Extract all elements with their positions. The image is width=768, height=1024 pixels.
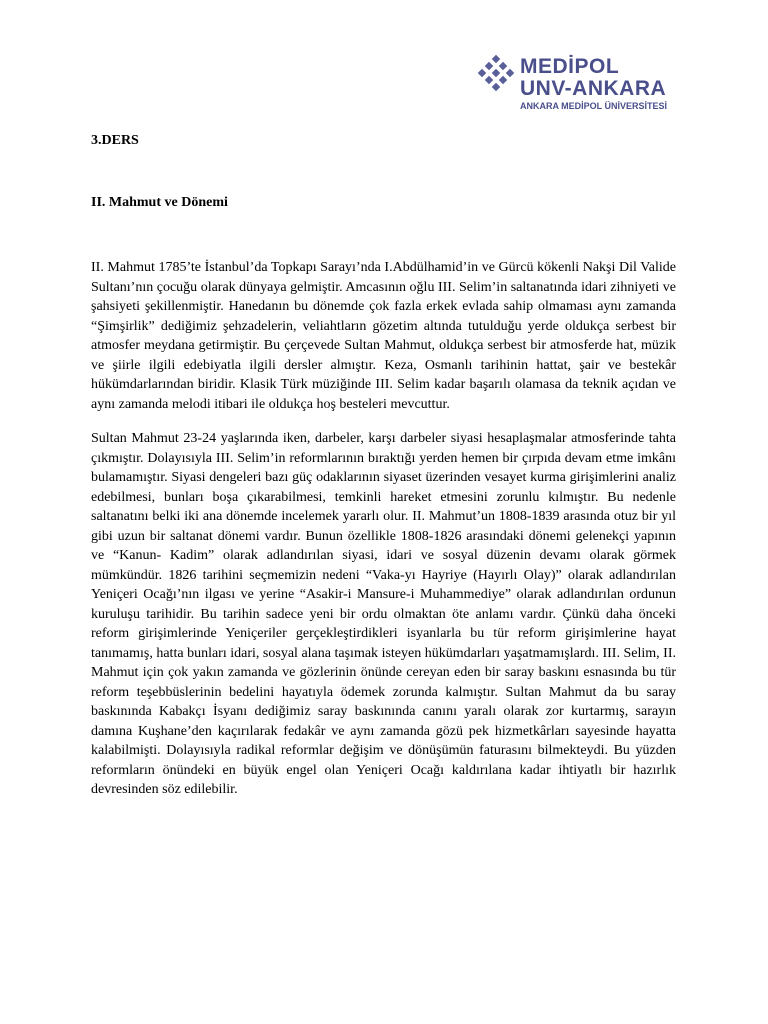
document-body <box>91 258 676 815</box>
body-paragraph: II. Mahmut 1785’te İstanbul’da Topkapı Sarayı’nda I.Abdülhamid’in ve Gürcü kökenli Nakşi Dil Valide Sultanı’nın çocuğu olarak dünyaya gelmiştir. Amcasının oğlu III. Selim’in saltanatında idari zihniyeti ve şahsiyeti şekillenmiştir. Hanedanın bu dönemde çok fazla erkek evlada sahip olmaması aynı zamanda “Şimşirlik” dediğimiz şehzadelerin, veliahtların gözetim altında tutulduğu yerde oldukça serbest bir atmosfer meydana getirmiştir. Bu çerçevede Sultan Mahmut, oldukça serbest bir atmosferde hat, müzik ve şiirle ilgili edebiyatla ilgili dersler almıştır. Keza, Osmanlı tarihinin hattat, şair ve bestekâr hükümdarlarından biridir. Klasik Türk müziğinde III. Selim kadar başarılı olamasa da teknik açıdan ve aynı zamanda melodi itibari ile oldukça hoş besteleri mevcuttur. <box>91 260 676 412</box>
logo-wordmark-unv-ankara: UNV-ANKARA <box>520 77 667 100</box>
university-logo <box>476 54 686 116</box>
document-title: II. Mahmut ve Dönemi <box>91 195 228 210</box>
logo-wordmark-medipol: MEDİPOL <box>520 55 620 78</box>
medipol-emblem-icon <box>476 54 516 94</box>
logo-university-name: ANKARA MEDİPOL ÜNİVERSİTESİ <box>520 101 668 111</box>
body-paragraph: Sultan Mahmut 23-24 yaşlarında iken, darbeler, karşı darbeler siyasi hesaplaşmalar atmosferinde tahta çıkmıştır. Dolayısıyla III. Selim’in reformlarının bıraktığı yerden hemen bir çırpıda devam etme imkânı bulamamıştır. Siyasi dengeleri bazı güç odaklarının siyaset üzerinden vesayet kurma girişimlerini analiz edebilmesi, bunları boşa çıkarabilmesi, temkinli hareket etmesini zorunlu kılmıştır. Bu nedenle saltanatını belki iki ana dönemde incelemek yararlı olur. II. Mahmut’un 1808-1839 arasında otuz bir yıl gibi uzun bir saltanat dönemi vardır. Bunun özellikle 1808-1826 arasındaki dönemi gelenekçi yapının ve “Kanun- Kadim” olarak adlandırılan siyasi, idari ve sosyal düzenin devamı olarak görmek mümkündür. 1826 tarihini seçmemizin nedeni “Vaka-yı Hayriye (Hayırlı Olay)” olarak adlandırılan Yeniçeri Ocağı’nın ilgası ve yerine “Asakir-i Mansure-i Muhammediye” olarak adlandırılan ordunun kuruluşu tarihidir. Bu tarihin sadece yeni bir ordu olmaktan öte anlamı vardır. Çünkü daha önceki reform girişimlerinde Yeniçeriler gerçekleştirdikleri isyanlarla bu tür reform girişimlerine hayat tanımamış, hatta bunları idari, sosyal alana taşımak isteyen hükümdarları yaşatmamışlardı. III. Selim, II. Mahmut için çok yakın zamanda ve gözlerinin önünde cereyan eden bir saray baskını esnasında bu tür reform teşebbüslerinin bedelini hayatıyla ödemek zorunda kalmıştır. Sultan Mahmut da bu saray baskınında Kabakçı İsyanı dediğimiz saray baskınında canını yaralı olarak zor kurtarmış, sarayın damına Kuşhane’den kaçırılarak fedakâr ve aynı zamanda gözü pek hizmetkârları sayesinde hayatta kalabilmişti. Dolayısıyla radikal reformlar değişim ve dönüşümün faturasını bilmekteydi. Bu yüzden reformların önündeki en büyük engel olan Yeniçeri Ocağı kaldırılana kadar ihtiyatlı bir hazırlık devresinden söz edilebilir. <box>91 431 676 797</box>
lesson-number-heading: 3.DERS <box>91 133 139 148</box>
